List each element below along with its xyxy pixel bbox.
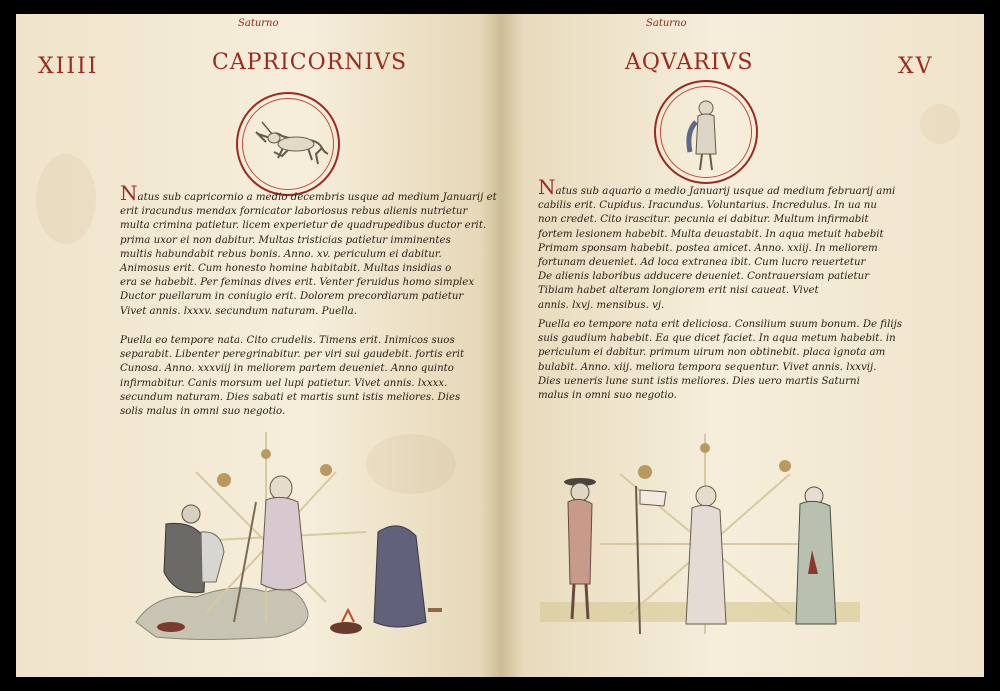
text-line: atus sub capricornio a medio decembris usque ad medium Januarij et	[137, 192, 497, 203]
text-line: fortem lesionem habebit. Multa deuastabit. In aqua metuit habebit	[538, 228, 884, 240]
text-line: non credet. Cito irascitur. pecunia ei dabitur. Multum infirmabit	[538, 214, 869, 226]
planet-heading: Saturno	[646, 18, 687, 29]
text-line: era se habebit. Per feminas dives erit. Venter feruidus homo simplex	[120, 277, 475, 289]
text-line: multa crimina patietur. licem experietur de quadrupedibus ductor erit.	[120, 220, 487, 232]
text-line: Ductor puellarum in coniugio erit. Dolorem precordiarum patietur	[120, 291, 464, 303]
initial-letter: N	[120, 181, 138, 205]
text-line: prima uxor ei non dabitur. Multas tristicias patietur imminentes	[120, 234, 451, 246]
text-block-female	[538, 318, 902, 403]
text-line: multis habundabit rebus bonis. Anno. xv. periculum ei dabitur.	[120, 248, 442, 260]
aquarius-illustration	[540, 434, 860, 644]
text-line: solis malus in omni suo negotio.	[120, 406, 286, 418]
text-line: secundum naturam. Dies sabati et martis sunt istis meliores. Dies	[120, 391, 461, 403]
text-line: cabilis erit. Cupidus. Iracundus. Voluntarius. Incredulus. In ua nu	[538, 200, 877, 212]
text-line: Puella eo tempore nata. Cito crudelis. Timens erit. Inimicos suos	[120, 335, 455, 346]
text-line: bulabit. Anno. xiij. meliora tempora sequentur. Vivet annis. lxxvij.	[538, 361, 877, 373]
text-line: malus in omni suo negotio.	[538, 390, 677, 402]
text-block-male	[538, 175, 896, 313]
text-line: Puella eo tempore nata erit deliciosa. Consilium suum bonum. De filijs	[538, 319, 902, 330]
planet-heading: Saturno	[238, 18, 279, 29]
capricorn-illustration	[116, 432, 446, 642]
water-bearer-icon	[656, 82, 756, 182]
folio-number: XIIII	[38, 54, 99, 79]
right-page	[500, 14, 984, 677]
parchment-stain	[920, 104, 960, 144]
text-line: suis gaudium habebit. Ea que dicet faciet. In aqua metum habebit. in	[538, 333, 896, 345]
sign-title: CAPRICORNIVS	[212, 50, 408, 75]
text-line: periculum ei dabitur. primum uirum non obtinebit. placa ignota am	[538, 347, 886, 359]
text-line: Tibiam habet alteram longiorem erit nisi caueat. Vivet	[538, 285, 819, 297]
initial-letter: N	[538, 175, 556, 199]
text-line: annis. lxvj. mensibus. vj.	[538, 299, 665, 311]
text-line: Cunosa. Anno. xxxviij in meliorem partem deueniet. Anno quinto	[120, 363, 454, 375]
medallion	[654, 80, 758, 184]
text-line: Animosus erit. Cum honesto homine habitabit. Multas insidias o	[120, 263, 452, 275]
text-block-female	[120, 334, 464, 419]
folio-number: XV	[898, 54, 934, 79]
text-line: Primam sponsam habebit. postea amicet. Anno. xxiij. In meliorem	[538, 242, 878, 254]
text-line: atus sub aquario a medio Januarij usque ad medium februarij ami	[555, 186, 896, 197]
medallion	[236, 92, 340, 196]
text-line: Vivet annis. lxxxv. secundum naturam. Puella.	[120, 305, 357, 317]
sign-title: AQVARIVS	[625, 50, 754, 75]
unicorn-icon	[238, 94, 338, 194]
text-line: fortunam deueniet. Ad loca extranea ibit. Cum lucro reuertetur	[538, 257, 866, 269]
text-line: erit iracundus mendax fornicator laboriosus rebus alienis nutrietur	[120, 206, 468, 218]
manuscript-spread	[16, 14, 984, 677]
text-line: Dies ueneris lune sunt istis meliores. Dies uero martis Saturni	[538, 375, 860, 387]
text-line: infirmabitur. Canis morsum uel lupi patietur. Vivet annis. lxxxx.	[120, 377, 448, 389]
parchment-stain	[36, 154, 96, 244]
text-line: separabit. Libenter peregrinabitur. per viri sui gaudebit. fortis erit	[120, 349, 465, 361]
left-page	[16, 14, 500, 677]
text-line: De alienis laboribus adducere deueniet. Contrauersiam patietur	[538, 271, 870, 283]
text-block-male	[120, 181, 497, 319]
